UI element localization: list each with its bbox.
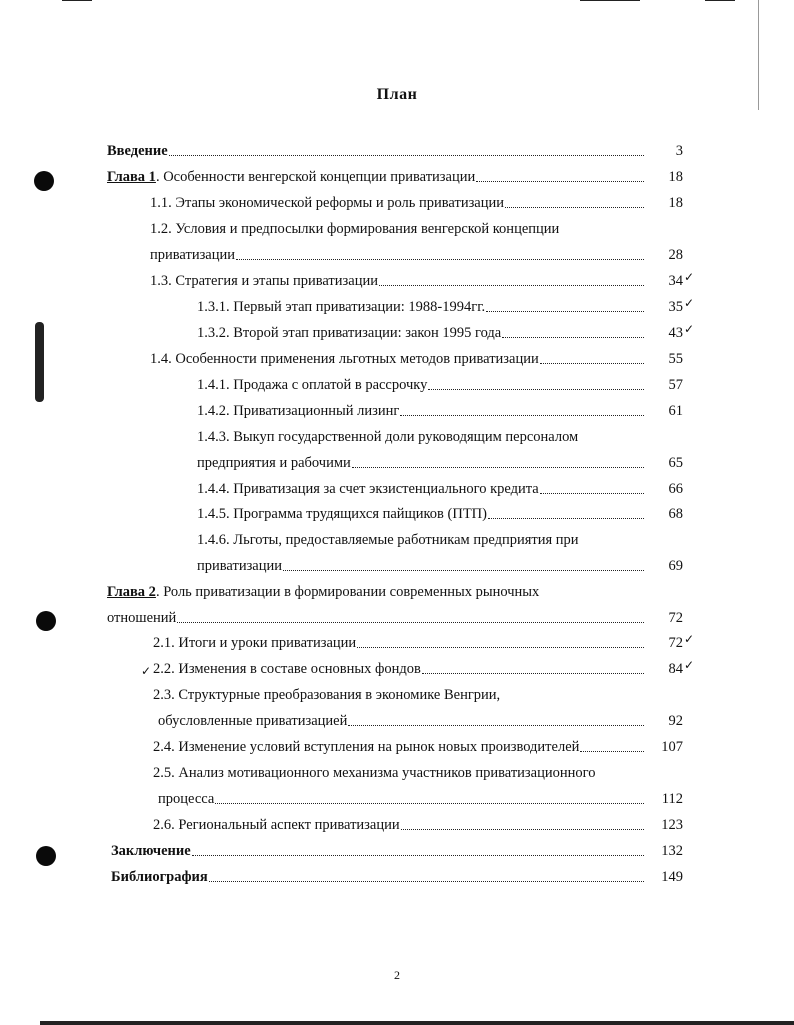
toc-entry-s1_4_6a (197, 531, 579, 549)
toc-entry-label (153, 687, 500, 703)
dot-leader (192, 851, 644, 856)
dot-leader (401, 825, 644, 830)
toc-entry-s1_2a (150, 220, 559, 238)
toc-page-number: 123 (661, 817, 683, 833)
toc-page-number: 84 (668, 661, 683, 677)
toc-entry-text: 1.3.2. Второй этап приватизации: закон 1995 года (197, 325, 502, 341)
dot-leader (209, 877, 644, 882)
toc-entry-s2_2 (141, 660, 646, 678)
handwritten-check-icon: ✓ (141, 664, 152, 678)
toc-entry-label (197, 480, 539, 498)
toc-entry-text: обусловленные приватизацией (158, 713, 348, 729)
toc-entry-text: 1.4.6. Льготы, предоставляемые работникам предприятия при (197, 532, 579, 548)
dot-leader (169, 151, 644, 156)
toc-page-number: 61 (668, 403, 683, 419)
toc-entry-text: 2.1. Итоги и уроки приватизации (153, 635, 357, 651)
toc-entry-s2_1 (153, 634, 646, 652)
toc-entry-label (197, 505, 487, 523)
toc-entry-text: 1.4. Особенности применения льготных методов приватизации (150, 351, 539, 367)
dot-leader (357, 643, 644, 648)
toc-entry-label (153, 634, 356, 652)
toc-page-number: 34 (668, 273, 683, 289)
toc-entry-label (197, 376, 427, 394)
toc-entry-label (111, 868, 208, 886)
toc-page-number: 112 (661, 791, 683, 807)
page-number: 2 (394, 968, 400, 982)
toc-page-number: 72 (668, 635, 683, 651)
toc-entry-text: Библиография (111, 869, 208, 885)
chapter-heading: Глава 2 (107, 584, 156, 600)
toc-entry-s1_3 (150, 272, 646, 290)
toc-entry-text: . Особенности венгерской концепции приватизации (155, 169, 476, 185)
toc-entry-text: отношений (107, 610, 177, 626)
toc-entry-s1_4_2 (197, 402, 646, 420)
toc-entry-label (197, 324, 501, 342)
toc-entry-s2_3a (153, 686, 500, 704)
toc-entry-text: 2.2. Изменения в составе основных фондов (153, 661, 421, 677)
toc-entry-label (153, 738, 579, 756)
handwritten-check-icon: ✓ (684, 270, 695, 284)
toc-entry-s2_5a (153, 764, 595, 782)
toc-entry-label (197, 298, 485, 316)
toc-page-number: 68 (668, 506, 683, 522)
toc-entry-s1_4_6b (197, 557, 646, 575)
toc-entry-s1_2b (150, 246, 646, 264)
toc-entry-text: 2.6. Региональный аспект приватизации (153, 817, 400, 833)
toc-entry-s1_4 (150, 350, 646, 368)
toc-page-number: 55 (668, 351, 683, 367)
dot-leader (379, 281, 644, 286)
dot-leader (505, 203, 644, 208)
toc-entry-concl (111, 842, 646, 860)
handwritten-check-icon: ✓ (684, 632, 695, 646)
toc-page-number: 3 (675, 143, 683, 159)
toc-entry-s1_4_3a (197, 428, 578, 446)
toc-page-number: 132 (661, 843, 683, 859)
toc-entry-label (150, 194, 504, 212)
toc-entry-label (197, 402, 399, 420)
toc-page-number: 65 (668, 455, 683, 471)
dot-leader (486, 307, 644, 312)
toc-entry-s1_4_3b (197, 454, 646, 472)
toc-entry-label (150, 272, 378, 290)
toc-page-number: 66 (668, 481, 683, 497)
toc-entry-s1_4_4 (197, 480, 646, 498)
toc-entry-label (153, 765, 595, 781)
toc-entry-s2_5b (158, 790, 646, 808)
toc-page-number: 18 (668, 195, 683, 211)
toc-entry-label (153, 816, 400, 834)
toc-entry-text: приватизации (197, 558, 283, 574)
toc-entry-text: процесса (158, 791, 215, 807)
toc-page-number: 72 (668, 610, 683, 626)
toc-entry-label (107, 609, 176, 627)
toc-entry-label (197, 557, 282, 575)
toc-entry-label (107, 168, 475, 186)
toc-entry-label (197, 454, 351, 472)
toc-entry-label (150, 246, 235, 264)
handwritten-check-icon: ✓ (684, 658, 695, 672)
toc-entry-label (197, 532, 579, 548)
toc-entry-label (197, 429, 578, 445)
toc-entry-text: Заключение (111, 843, 191, 859)
toc-entry-ch2b (107, 609, 646, 627)
toc-entry-label (107, 584, 539, 600)
dot-leader (422, 669, 644, 674)
toc-page-number: 149 (661, 869, 683, 885)
dot-leader (400, 411, 644, 416)
toc-entry-text: 1.1. Этапы экономической реформы и роль приватизации (150, 195, 505, 211)
toc-entry-text: 2.4. Изменение условий вступления на рынок новых производителей (153, 739, 580, 755)
toc-entry-ch1 (107, 168, 646, 186)
toc-entry-text: 2.3. Структурные преобразования в экономике Венгрии, (153, 687, 501, 703)
toc-entry-text: приватизации (150, 247, 236, 263)
toc-page-number: 28 (668, 247, 683, 263)
handwritten-check-icon: ✓ (684, 296, 695, 310)
toc-page-number: 57 (668, 377, 683, 393)
toc-page-number: 107 (661, 739, 683, 755)
dot-leader (502, 333, 644, 338)
toc-page-number: 69 (668, 558, 683, 574)
toc-page-number: 18 (668, 169, 683, 185)
dot-leader (428, 385, 644, 390)
toc-entry-text: предприятия и рабочими (197, 455, 351, 471)
toc-entry-s1_1 (150, 194, 646, 212)
dot-leader (488, 514, 644, 519)
toc-entry-label (150, 350, 539, 368)
toc-entry-text: 1.4.1. Продажа с оплатой в рассрочку (197, 377, 428, 393)
toc-entry-text: Введение (107, 143, 168, 159)
toc-entry-label (150, 221, 559, 237)
toc-entry-text: 1.3. Стратегия и этапы приватизации (150, 273, 378, 289)
toc-page-number: 35 (668, 299, 683, 315)
page-title: План (376, 86, 418, 103)
toc-entry-ch2a (107, 583, 539, 601)
toc-entry-label (158, 790, 214, 808)
toc-entry-s2_4 (153, 738, 646, 756)
toc-entry-text: 1.4.4. Приватизация за счет экзистенциального кредита (197, 481, 539, 497)
dot-leader (352, 463, 644, 468)
chapter-heading: Глава 1 (107, 169, 156, 185)
toc-entry-s2_3b (158, 712, 646, 730)
dot-leader (177, 618, 644, 623)
toc-entry-s1_4_1 (197, 376, 646, 394)
dot-leader (348, 721, 644, 726)
toc-entry-s2_6 (153, 816, 646, 834)
toc-entry-text: 1.4.2. Приватизационный лизинг (197, 403, 400, 419)
toc-page-number: 92 (668, 713, 683, 729)
dot-leader (476, 177, 644, 182)
toc-entry-text: 1.4.3. Выкуп государственной доли руководящим персоналом (197, 429, 579, 445)
toc-entry-s1_3_1 (197, 298, 646, 316)
dot-leader (580, 747, 644, 752)
toc-entry-text: 1.3.1. Первый этап приватизации: 1988-1994гг. (197, 299, 486, 315)
dot-leader (283, 566, 644, 571)
toc-entry-text: 2.5. Анализ мотивационного механизма участников приватизационного (153, 765, 596, 781)
dot-leader (215, 799, 644, 804)
toc-entry-text: 1.4.5. Программа трудящихся пайщиков (ПТП) (197, 506, 487, 522)
toc-entry-s1_3_2 (197, 324, 646, 342)
toc-page-number: 43 (668, 325, 683, 341)
toc-entry-label (158, 712, 347, 730)
toc-entry-s1_4_5 (197, 505, 646, 523)
toc-entry-label (153, 660, 421, 678)
toc-entry-text: . Роль приватизации в формировании современных рыночных (155, 584, 540, 600)
dot-leader (540, 489, 644, 494)
toc-entry-intro (107, 142, 646, 160)
toc-entry-label (111, 842, 191, 860)
dot-leader (540, 359, 644, 364)
toc-entry-label (107, 142, 168, 160)
toc-entry-biblio (111, 868, 646, 886)
dot-leader (236, 255, 644, 260)
toc-entry-text: 1.2. Условия и предпосылки формирования венгерской концепции (150, 221, 560, 237)
handwritten-check-icon: ✓ (684, 322, 695, 336)
